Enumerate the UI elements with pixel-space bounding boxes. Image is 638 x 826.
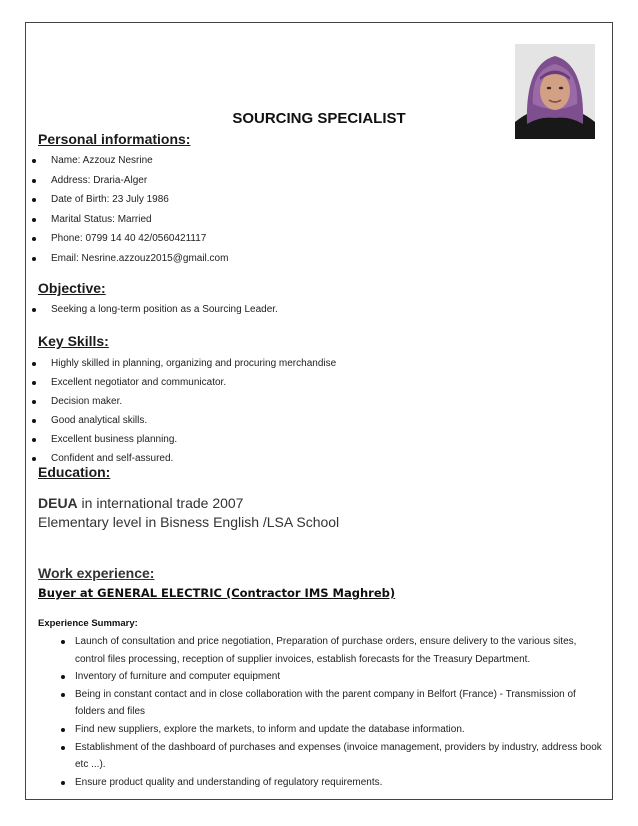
- bullet-icon: [32, 362, 36, 366]
- bullet-icon: [32, 381, 36, 385]
- list-item: Establishment of the dashboard of purchases and expenses (invoice management, providers by industry, address book etc ...).: [75, 739, 602, 774]
- skills-list: [51, 354, 336, 468]
- education-degree: [38, 494, 243, 512]
- job-title: Buyer at GENERAL ELECTRIC (Contractor IMS Maghreb): [38, 586, 396, 600]
- list-item: Find new suppliers, explore the markets, to inform and update the database information.: [75, 721, 602, 739]
- bullet-icon: [32, 419, 36, 423]
- degree-detail: in international trade 2007: [77, 495, 244, 511]
- list-item: Good analytical skills.: [51, 411, 336, 430]
- objective-list: [51, 300, 278, 319]
- bullet-icon: [61, 693, 65, 697]
- bullet-icon: [61, 781, 65, 785]
- list-item: Launch of consultation and price negotiation, Preparation of purchase orders, ensure delivery to the various sites, control files processing, reception of supplier invoices, establish forecasts for the Treasury Department.: [75, 633, 602, 668]
- personal-list: [51, 151, 228, 269]
- degree-name: DEUA: [38, 495, 78, 511]
- objective-heading: Objective:: [38, 280, 106, 296]
- list-item: Confident and self-assured.: [51, 449, 336, 468]
- bullet-icon: [32, 159, 36, 163]
- list-item: Name: Azzouz Nesrine: [51, 151, 228, 171]
- bullet-icon: [32, 400, 36, 404]
- list-item: Inventory of furniture and computer equipment: [75, 668, 602, 686]
- list-item: Phone: 0799 14 40 42/0560421117: [51, 229, 228, 249]
- list-item: Email: Nesrine.azzouz2015@gmail.com: [51, 249, 228, 269]
- list-item: Excellent business planning.: [51, 430, 336, 449]
- list-item: Seeking a long-term position as a Sourcing Leader.: [51, 300, 278, 319]
- resume-title: SOURCING SPECIALIST: [232, 110, 406, 127]
- bullet-icon: [61, 728, 65, 732]
- summary-label: Experience Summary:: [38, 618, 138, 629]
- bullet-icon: [32, 257, 36, 261]
- list-item: Being in constant contact and in close collaboration with the parent company in Belfort (France) - Transmission of folders and files: [75, 686, 602, 721]
- list-item: Highly skilled in planning, organizing and procuring merchandise: [51, 354, 336, 373]
- bullet-icon: [61, 640, 65, 644]
- list-item: Marital Status: Married: [51, 210, 228, 230]
- bullet-icon: [32, 457, 36, 461]
- personal-heading: Personal informations:: [38, 131, 191, 147]
- work-heading: Work experience:: [38, 565, 155, 581]
- list-item: Decision maker.: [51, 392, 336, 411]
- education-heading: Education:: [38, 464, 111, 480]
- skills-heading: Key Skills:: [38, 333, 109, 349]
- list-item: Excellent negotiator and communicator.: [51, 373, 336, 392]
- list-item: Date of Birth: 23 July 1986: [51, 190, 228, 210]
- list-item: Ensure product quality and understanding of regulatory requirements.: [75, 774, 602, 792]
- bullet-icon: [32, 218, 36, 222]
- bullet-icon: [32, 308, 36, 312]
- bullet-icon: [61, 746, 65, 750]
- education-language: Elementary level in Bisness English /LSA School: [38, 514, 340, 530]
- experience-list: [75, 633, 602, 791]
- bullet-icon: [32, 438, 36, 442]
- list-item: Address: Draria-Alger: [51, 171, 228, 191]
- bullet-icon: [32, 179, 36, 183]
